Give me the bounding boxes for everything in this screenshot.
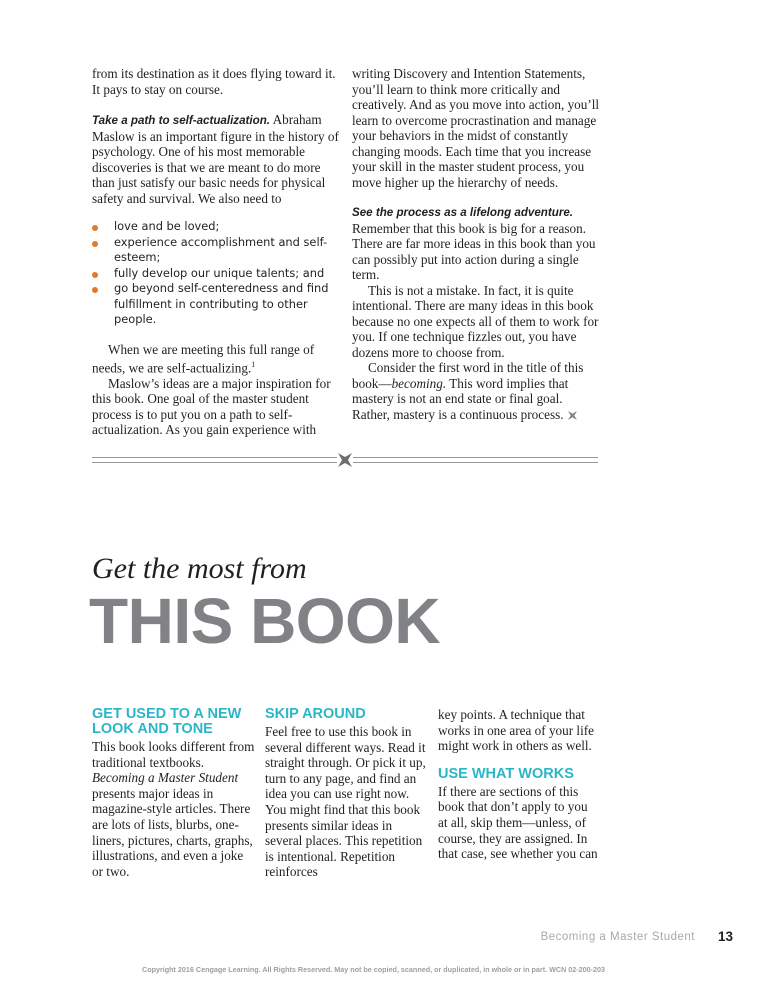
paragraph: This is not a mistake. In fact, it is quite intentional. There are many ideas in this book because no one expects all of them to work for you. If one technique fizzles out, you have dozens more to choose from. [352, 282, 599, 360]
section-divider [92, 452, 598, 468]
run-in-heading: See the process as a lifelong adventure. [352, 206, 574, 219]
paragraph-body: Consider the first word in the title of this book— [352, 360, 584, 391]
needs-bullet-list [92, 219, 344, 328]
paragraph: from its destination as it does flying toward it. It pays to stay on course. [92, 66, 336, 97]
paragraph-body: When we are meeting this full range of needs, we are self-actualizing. [92, 341, 315, 376]
paragraph-body: presents major ideas in magazine-style articles. There are lots of lists, blurbs, one-liners, pictures, charts, graphs, illustrations, and even a joke or two. [92, 785, 253, 879]
top-right-column [352, 66, 602, 422]
paragraph [352, 360, 602, 422]
bottom-column-3 [438, 707, 598, 862]
list-item: fully develop our unique talents; and [92, 266, 344, 282]
paragraph [92, 739, 257, 879]
emphasis-word: becoming. [391, 375, 447, 391]
section-heading: SKIP AROUND [265, 706, 366, 722]
paragraph-lifelong-adventure [352, 205, 602, 283]
book-title-emphasis: Becoming a Master Student [92, 770, 239, 786]
list-item: go beyond self-centeredness and find fulfillment in contributing to other people. [92, 281, 344, 328]
list-item: love and be loved; [92, 219, 344, 235]
bottom-column-2 [265, 707, 427, 880]
hero-subtitle: Get the most from [92, 552, 307, 585]
paragraph: key points. A technique that works in one area of your life might work in others as well. [438, 707, 594, 754]
run-in-heading: Take a path to self-actualization. [92, 114, 271, 127]
paragraph-body: This book looks different from traditional textbooks. [92, 739, 255, 770]
section-heading: USE WHAT WORKS [438, 765, 574, 782]
section-heading: GET USED TO A NEW LOOK AND TONE [92, 706, 242, 737]
paragraph: writing Discovery and Intention Statements, you’ll learn to think more critically and creatively. And as you move into action, you’ll learn to overcome procrastination and manage your behaviors in the midst of constantly changing moods. Each time that you increase your skill in the master student process, you move higher up the hierarchy of needs. [352, 66, 600, 190]
divider-ornament-icon [337, 452, 353, 468]
paragraph: Feel free to use this book in several different ways. Read it straight through. Or pick it up, turn to any page, and find an idea you can use right now. You might find that this book presents similar ideas in several places. This repetition is intentional. Repetition reinforces [265, 724, 426, 880]
page-number: 13 [718, 929, 734, 944]
paragraph-body: This word implies that mastery is not an end state or final goal. Rather, mastery is a continuous process. [352, 375, 569, 422]
paragraph: If there are sections of this book that don’t apply to you at all, skip them—unless, of course, they are assigned. In that case, see whether you can [438, 783, 598, 862]
paragraph-body: Remember that this book is big for a reason. There are far more ideas in this book than you can possibly put into action during a single term. [352, 220, 596, 282]
end-of-article-icon [568, 411, 577, 420]
footnote-marker: 1 [251, 360, 256, 369]
paragraph-body: Abraham Maslow is an important figure in the history of psychology. One of his most memorable discoveries is that we are meant to do more than just satisfy our basic needs for physical safety and survival. We also need to [92, 112, 339, 206]
copyright-notice: Copyright 2016 Cengage Learning. All Rights Reserved. May not be copied, scanned, or duplicated, in whole or in part. WCN 02-200-203 [142, 965, 606, 974]
top-left-column [92, 66, 344, 438]
hero-title: THIS BOOK [89, 585, 441, 657]
paragraph: Maslow’s ideas are a major inspiration for this book. One goal of the master student process is to put you on a path to self-actualization. As you gain experience with [92, 375, 331, 438]
running-footer-title: Becoming a Master Student [540, 931, 695, 943]
paragraph [92, 342, 344, 376]
paragraph-self-actualization [92, 112, 344, 206]
bottom-column-1 [92, 707, 257, 879]
list-item: experience accomplishment and self-esteem; [92, 235, 344, 266]
